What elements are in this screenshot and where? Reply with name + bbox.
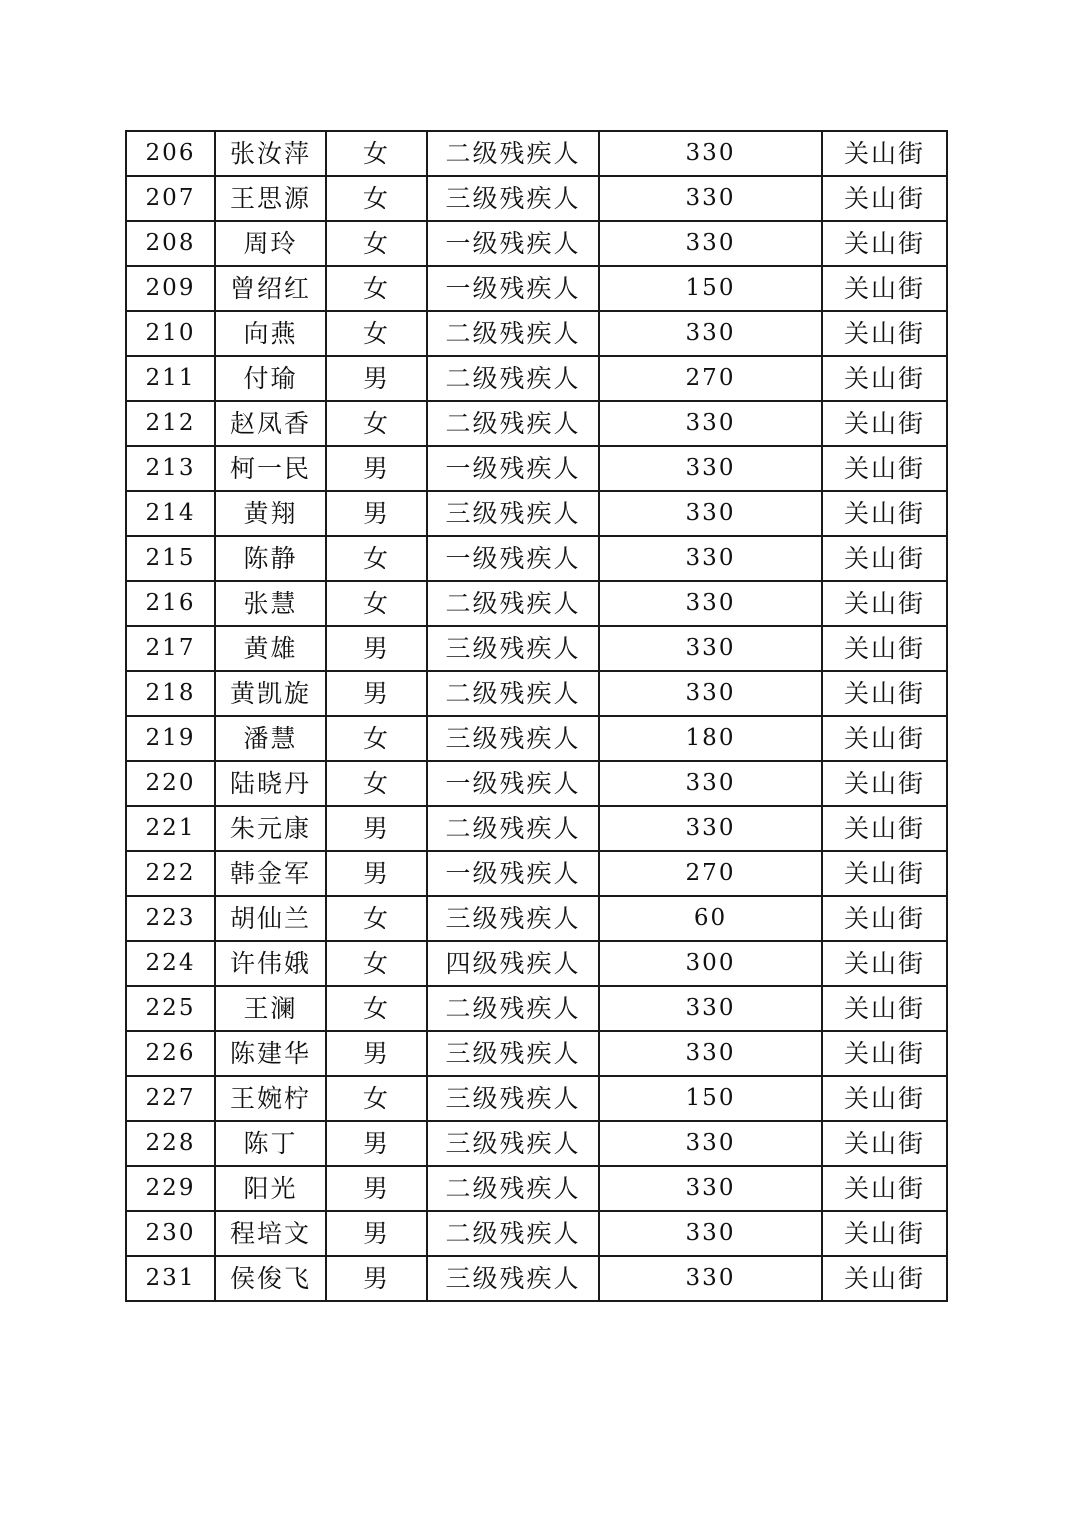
gender-cell: 女 — [326, 1076, 427, 1121]
gender-cell: 男 — [326, 491, 427, 536]
street-cell: 关山街 — [822, 716, 947, 761]
name-cell: 阳光 — [215, 1166, 326, 1211]
name-cell: 张慧 — [215, 581, 326, 626]
table-row — [126, 1076, 947, 1121]
gender-cell: 女 — [326, 221, 427, 266]
gender-cell: 男 — [326, 626, 427, 671]
gender-cell: 男 — [326, 851, 427, 896]
name-cell: 陆晓丹 — [215, 761, 326, 806]
amount-cell: 330 — [599, 401, 822, 446]
street-cell: 关山街 — [822, 131, 947, 176]
amount-cell: 330 — [599, 446, 822, 491]
name-cell: 朱元康 — [215, 806, 326, 851]
serial-number-cell: 221 — [126, 806, 215, 851]
gender-cell: 男 — [326, 1166, 427, 1211]
name-cell: 潘慧 — [215, 716, 326, 761]
disability-level-cell: 二级残疾人 — [427, 671, 599, 716]
street-cell: 关山街 — [822, 986, 947, 1031]
amount-cell: 330 — [599, 221, 822, 266]
street-cell: 关山街 — [822, 671, 947, 716]
amount-cell: 330 — [599, 1166, 822, 1211]
amount-cell: 150 — [599, 266, 822, 311]
amount-cell: 330 — [599, 671, 822, 716]
serial-number-cell: 225 — [126, 986, 215, 1031]
table-row — [126, 1166, 947, 1211]
name-cell: 胡仙兰 — [215, 896, 326, 941]
name-cell: 黄翔 — [215, 491, 326, 536]
disability-level-cell: 三级残疾人 — [427, 716, 599, 761]
table-row — [126, 131, 947, 176]
street-cell: 关山街 — [822, 626, 947, 671]
table-row — [126, 446, 947, 491]
gender-cell: 男 — [326, 1031, 427, 1076]
gender-cell: 女 — [326, 716, 427, 761]
name-cell: 陈丁 — [215, 1121, 326, 1166]
serial-number-cell: 226 — [126, 1031, 215, 1076]
gender-cell: 男 — [326, 1121, 427, 1166]
gender-cell: 男 — [326, 806, 427, 851]
gender-cell: 女 — [326, 581, 427, 626]
disability-level-cell: 三级残疾人 — [427, 491, 599, 536]
street-cell: 关山街 — [822, 806, 947, 851]
serial-number-cell: 216 — [126, 581, 215, 626]
table-row — [126, 581, 947, 626]
name-cell: 赵凤香 — [215, 401, 326, 446]
serial-number-cell: 217 — [126, 626, 215, 671]
street-cell: 关山街 — [822, 1166, 947, 1211]
street-cell: 关山街 — [822, 356, 947, 401]
table-row — [126, 761, 947, 806]
gender-cell: 女 — [326, 986, 427, 1031]
serial-number-cell: 224 — [126, 941, 215, 986]
disability-level-cell: 一级残疾人 — [427, 851, 599, 896]
disability-level-cell: 二级残疾人 — [427, 131, 599, 176]
name-cell: 陈建华 — [215, 1031, 326, 1076]
table-row — [126, 896, 947, 941]
table-row — [126, 1031, 947, 1076]
gender-cell: 男 — [326, 446, 427, 491]
street-cell: 关山街 — [822, 491, 947, 536]
disability-level-cell: 四级残疾人 — [427, 941, 599, 986]
amount-cell: 330 — [599, 581, 822, 626]
table-row — [126, 716, 947, 761]
disability-level-cell: 一级残疾人 — [427, 221, 599, 266]
serial-number-cell: 211 — [126, 356, 215, 401]
amount-cell: 330 — [599, 311, 822, 356]
serial-number-cell: 231 — [126, 1256, 215, 1301]
serial-number-cell: 206 — [126, 131, 215, 176]
street-cell: 关山街 — [822, 1031, 947, 1076]
serial-number-cell: 212 — [126, 401, 215, 446]
name-cell: 付瑜 — [215, 356, 326, 401]
serial-number-cell: 215 — [126, 536, 215, 581]
disability-level-cell: 三级残疾人 — [427, 1076, 599, 1121]
gender-cell: 女 — [326, 896, 427, 941]
serial-number-cell: 223 — [126, 896, 215, 941]
name-cell: 侯俊飞 — [215, 1256, 326, 1301]
name-cell: 王思源 — [215, 176, 326, 221]
disability-level-cell: 一级残疾人 — [427, 266, 599, 311]
table-row — [126, 266, 947, 311]
name-cell: 周玲 — [215, 221, 326, 266]
disability-level-cell: 二级残疾人 — [427, 986, 599, 1031]
amount-cell: 330 — [599, 491, 822, 536]
gender-cell: 女 — [326, 131, 427, 176]
amount-cell: 300 — [599, 941, 822, 986]
serial-number-cell: 209 — [126, 266, 215, 311]
table-row — [126, 806, 947, 851]
gender-cell: 女 — [326, 761, 427, 806]
table-row — [126, 356, 947, 401]
amount-cell: 330 — [599, 1121, 822, 1166]
disability-level-cell: 三级残疾人 — [427, 1121, 599, 1166]
disability-level-cell: 二级残疾人 — [427, 1211, 599, 1256]
name-cell: 黄凯旋 — [215, 671, 326, 716]
street-cell: 关山街 — [822, 536, 947, 581]
table-row — [126, 1211, 947, 1256]
gender-cell: 女 — [326, 941, 427, 986]
disability-level-cell: 二级残疾人 — [427, 311, 599, 356]
name-cell: 程培文 — [215, 1211, 326, 1256]
serial-number-cell: 213 — [126, 446, 215, 491]
disability-level-cell: 二级残疾人 — [427, 806, 599, 851]
gender-cell: 女 — [326, 311, 427, 356]
disability-level-cell: 三级残疾人 — [427, 896, 599, 941]
serial-number-cell: 210 — [126, 311, 215, 356]
amount-cell: 330 — [599, 761, 822, 806]
name-cell: 柯一民 — [215, 446, 326, 491]
disability-level-cell: 二级残疾人 — [427, 401, 599, 446]
amount-cell: 330 — [599, 176, 822, 221]
street-cell: 关山街 — [822, 896, 947, 941]
street-cell: 关山街 — [822, 761, 947, 806]
name-cell: 黄雄 — [215, 626, 326, 671]
table-row — [126, 671, 947, 716]
serial-number-cell: 207 — [126, 176, 215, 221]
street-cell: 关山街 — [822, 581, 947, 626]
serial-number-cell: 220 — [126, 761, 215, 806]
name-cell: 王澜 — [215, 986, 326, 1031]
gender-cell: 女 — [326, 401, 427, 446]
street-cell: 关山街 — [822, 941, 947, 986]
serial-number-cell: 222 — [126, 851, 215, 896]
street-cell: 关山街 — [822, 1256, 947, 1301]
street-cell: 关山街 — [822, 176, 947, 221]
disability-level-cell: 二级残疾人 — [427, 581, 599, 626]
disability-level-cell: 三级残疾人 — [427, 626, 599, 671]
serial-number-cell: 218 — [126, 671, 215, 716]
disability-level-cell: 二级残疾人 — [427, 356, 599, 401]
disability-level-cell: 三级残疾人 — [427, 1031, 599, 1076]
disability-level-cell: 一级残疾人 — [427, 536, 599, 581]
street-cell: 关山街 — [822, 1121, 947, 1166]
name-cell: 陈静 — [215, 536, 326, 581]
amount-cell: 330 — [599, 536, 822, 581]
roster-body — [126, 131, 947, 1301]
name-cell: 向燕 — [215, 311, 326, 356]
serial-number-cell: 230 — [126, 1211, 215, 1256]
amount-cell: 330 — [599, 1031, 822, 1076]
street-cell: 关山街 — [822, 311, 947, 356]
disability-level-cell: 二级残疾人 — [427, 1166, 599, 1211]
serial-number-cell: 214 — [126, 491, 215, 536]
name-cell: 许伟娥 — [215, 941, 326, 986]
street-cell: 关山街 — [822, 221, 947, 266]
disability-level-cell: 一级残疾人 — [427, 446, 599, 491]
serial-number-cell: 227 — [126, 1076, 215, 1121]
table-row — [126, 311, 947, 356]
disability-level-cell: 一级残疾人 — [427, 761, 599, 806]
serial-number-cell: 208 — [126, 221, 215, 266]
amount-cell: 330 — [599, 806, 822, 851]
name-cell: 张汝萍 — [215, 131, 326, 176]
table-row — [126, 221, 947, 266]
amount-cell: 60 — [599, 896, 822, 941]
table-row — [126, 176, 947, 221]
name-cell: 王婉柠 — [215, 1076, 326, 1121]
table-row — [126, 536, 947, 581]
street-cell: 关山街 — [822, 1211, 947, 1256]
disability-level-cell: 三级残疾人 — [427, 1256, 599, 1301]
table-row — [126, 626, 947, 671]
street-cell: 关山街 — [822, 266, 947, 311]
table-row — [126, 491, 947, 536]
amount-cell: 180 — [599, 716, 822, 761]
street-cell: 关山街 — [822, 446, 947, 491]
roster-table — [125, 130, 948, 1302]
amount-cell: 150 — [599, 1076, 822, 1121]
street-cell: 关山街 — [822, 401, 947, 446]
serial-number-cell: 228 — [126, 1121, 215, 1166]
table-row — [126, 401, 947, 446]
amount-cell: 270 — [599, 851, 822, 896]
table-row — [126, 986, 947, 1031]
street-cell: 关山街 — [822, 1076, 947, 1121]
amount-cell: 270 — [599, 356, 822, 401]
amount-cell: 330 — [599, 1256, 822, 1301]
table-row — [126, 941, 947, 986]
disability-level-cell: 三级残疾人 — [427, 176, 599, 221]
gender-cell: 男 — [326, 356, 427, 401]
amount-cell: 330 — [599, 626, 822, 671]
amount-cell: 330 — [599, 131, 822, 176]
serial-number-cell: 219 — [126, 716, 215, 761]
gender-cell: 男 — [326, 1256, 427, 1301]
gender-cell: 男 — [326, 1211, 427, 1256]
table-row — [126, 1121, 947, 1166]
gender-cell: 男 — [326, 671, 427, 716]
name-cell: 曾绍红 — [215, 266, 326, 311]
amount-cell: 330 — [599, 1211, 822, 1256]
gender-cell: 女 — [326, 266, 427, 311]
table-row — [126, 851, 947, 896]
table-row — [126, 1256, 947, 1301]
gender-cell: 女 — [326, 176, 427, 221]
name-cell: 韩金军 — [215, 851, 326, 896]
amount-cell: 330 — [599, 986, 822, 1031]
gender-cell: 女 — [326, 536, 427, 581]
serial-number-cell: 229 — [126, 1166, 215, 1211]
street-cell: 关山街 — [822, 851, 947, 896]
